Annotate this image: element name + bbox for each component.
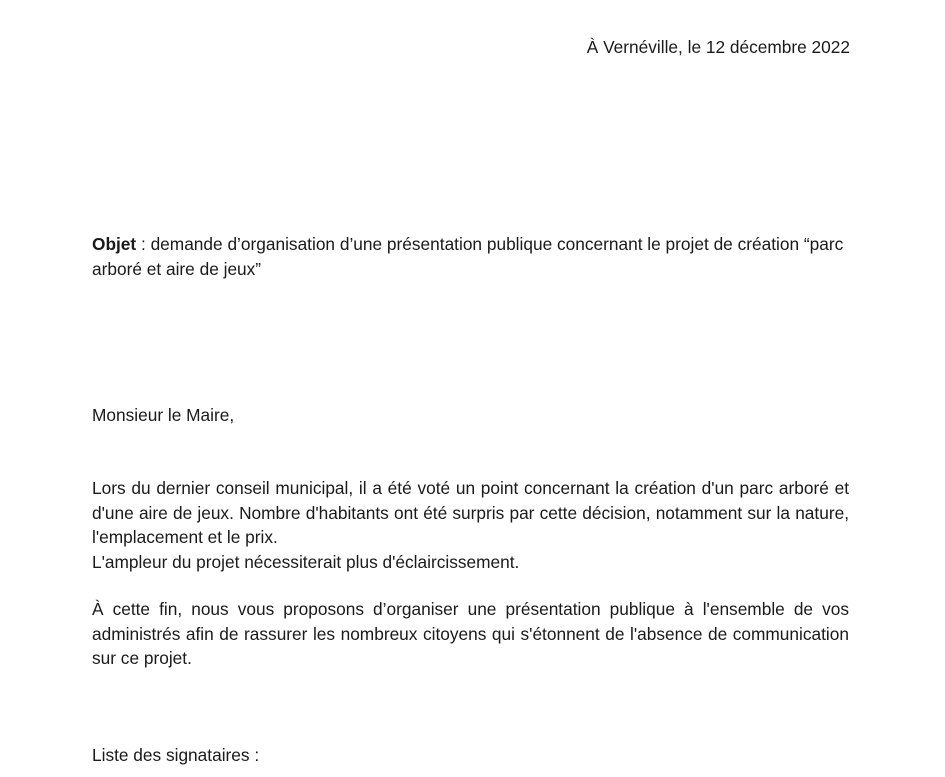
signatories-heading: Liste des signataires : [92,745,260,765]
place-date: À Vernéville, le 12 décembre 2022 [586,37,850,57]
subject-line [92,232,849,281]
salutation: Monsieur le Maire, [92,405,235,425]
subject-label: Objet [92,234,137,254]
body-paragraph-2: À cette fin, nous vous proposons d’organiser une présentation publique à l'ensemble de vos administrés afin de rassurer les nombreux citoyens qui s'étonnent de l'absence de communication sur ce projet. [92,599,849,668]
body-paragraph-1 [92,476,849,574]
subject-text: : demande d’organisation d’une présentation publique concernant le projet de création “parc arboré et aire de jeux” [92,234,844,279]
body-paragraph-1-line-2: L'ampleur du projet nécessiterait plus d'éclaircissement. [92,551,520,572]
body-paragraph-1-text: Lors du dernier conseil municipal, il a été voté un point concernant la création d'un parc arboré et d'une aire de jeux. Nombre d'habitants ont été surpris par cette décision, notamment sur la nature, l'emplacement et le prix. [92,478,849,547]
